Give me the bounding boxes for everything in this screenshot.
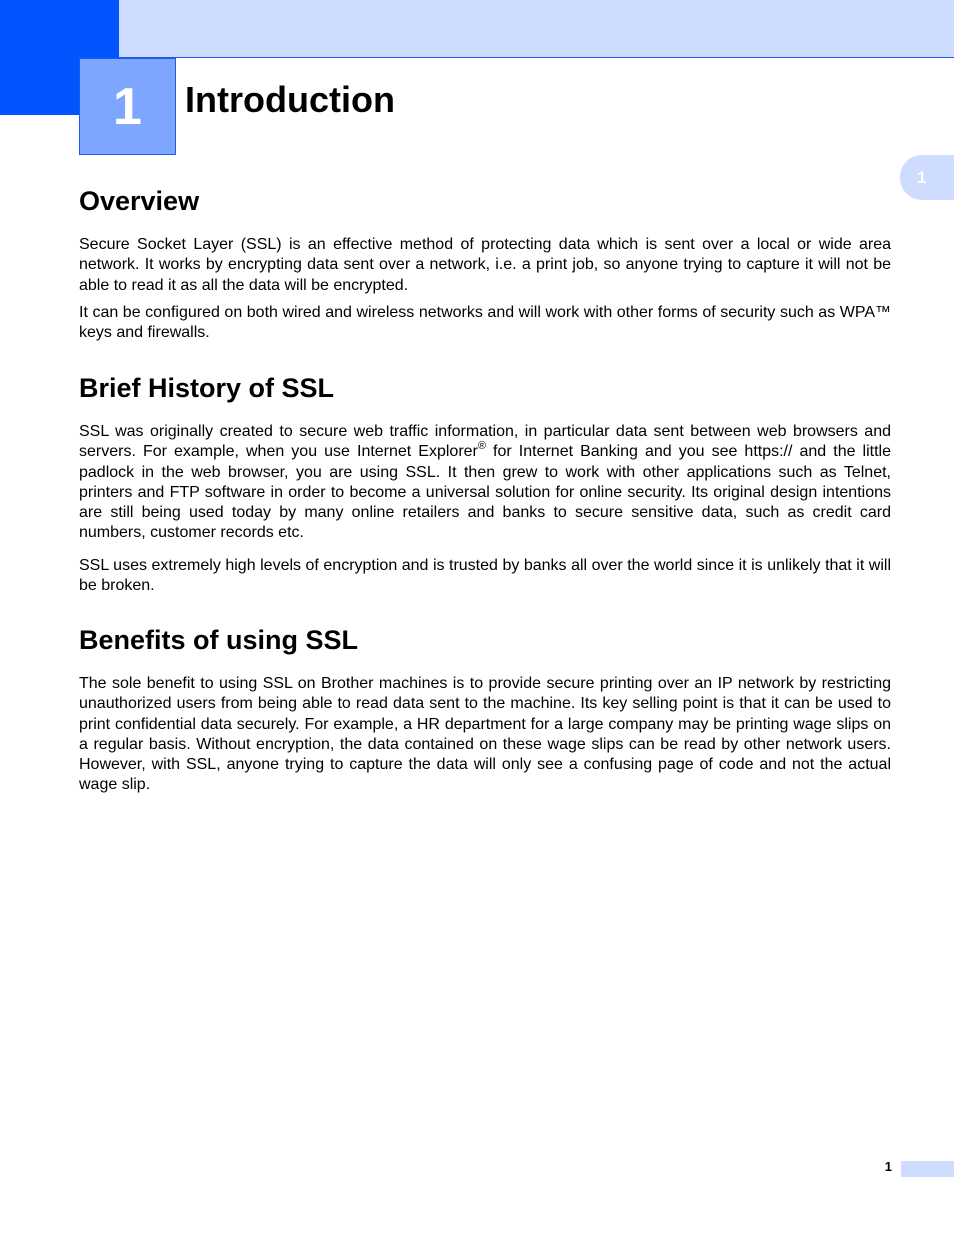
overview-paragraph-2: It can be configured on both wired and wireless networks and will work with other forms of security such as WPA™ keys and firewalls. [79,304,891,342]
history-paragraph-1-text-b: for Internet Banking and you see https:// and the little padlock in the web browser, you are using SSL. It then grew to work with other applications such as Telnet, printers and FTP software in order to become a universal solution for online security. Its original design intentions are still being used today by many online retailers and banks to secure sensitive data, such as credit card numbers, customer records etc. [79,443,891,542]
chapter-title: Introduction [185,79,395,120]
header-band [0,0,954,58]
chapter-side-tab [900,155,954,200]
overview-paragraph-1: Secure Socket Layer (SSL) is an effective method of protecting data which is sent over a local or wide area network. It works by encrypting data sent over a network, i.e. a print job, so anyone trying to capture it will not be able to read it as all the data will be encrypted. [79,236,891,294]
registered-mark: ® [477,440,486,453]
history-paragraph-1 [79,422,891,544]
chapter-side-tab-label: 1 [917,167,927,187]
section-heading-overview: Overview [79,186,200,216]
benefits-paragraph-1: The sole benefit to using SSL on Brother machines is to provide secure printing over an IP network by restricting unauthorized users from being able to read data sent to the machine. Its key selling point is that it can be used to print confidential data securely. For example, a HR department for a large company may be printing wage slips on a regular basis. Without encryption, the data contained on these wage slips can be read by other network users. However, with SSL, anyone trying to capture the data will only see a confusing page of code and not the actual wage slip. [79,675,891,794]
chapter-number-box [79,58,176,155]
history-paragraph-1-text-a: SSL was originally created to secure web traffic information, in particular data sent between web browsers and servers. For example, when you use Internet Explorer [79,423,891,461]
section-heading-history: Brief History of SSL [79,373,335,403]
chapter-number: 1 [113,77,142,136]
page-number: 1 [884,1159,892,1174]
history-paragraph-2: SSL uses extremely high levels of encryption and is trusted by banks all over the world since it is unlikely that it will be broken. [79,557,891,595]
footer-bar [901,1161,954,1177]
section-heading-benefits: Benefits of using SSL [79,625,359,655]
